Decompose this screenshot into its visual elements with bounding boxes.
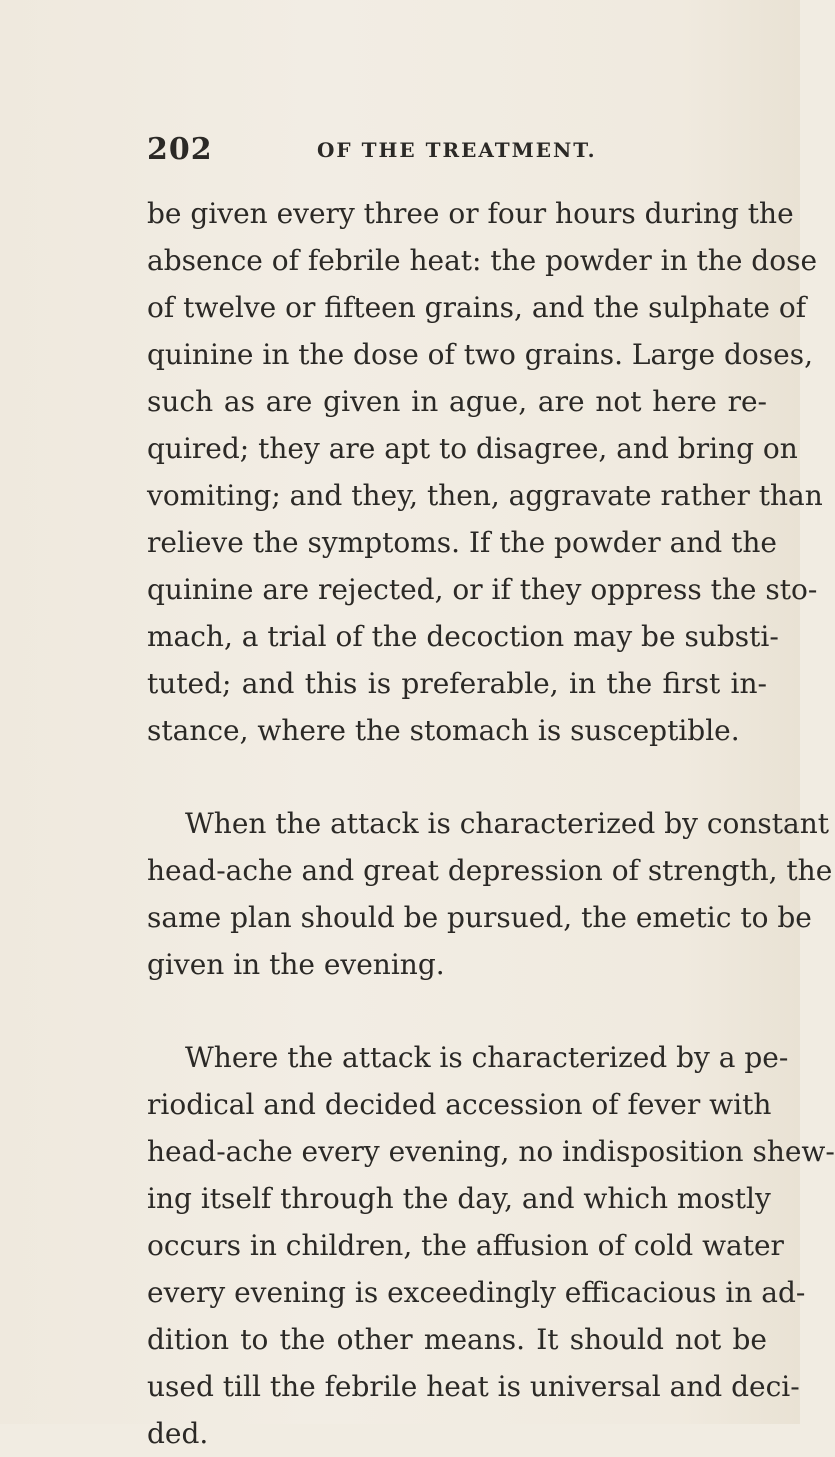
text-line: riodical and decided accession of fever with: [147, 1088, 772, 1121]
body-text: [147, 190, 835, 1457]
text-line: ing itself through the day, and which mostly: [147, 1182, 771, 1215]
text-line: head-ache every evening, no indisposition shew-: [147, 1135, 835, 1168]
text-line: same plan should be pursued, the emetic to be: [147, 901, 812, 934]
text-line: When the attack is characterized by constant: [185, 807, 830, 840]
text-line: absence of febrile heat: the powder in the dose: [147, 244, 818, 277]
text-line: vomiting; and they, then, aggravate rather than: [147, 479, 823, 512]
text-line: quinine are rejected, or if they oppress the sto-: [147, 573, 818, 606]
text-line: quired; they are apt to disagree, and bring on: [147, 432, 798, 465]
paragraph: [147, 800, 833, 988]
text-line: be given every three or four hours during the: [147, 197, 794, 230]
text-line: ded.: [147, 1417, 209, 1450]
text-line: given in the evening.: [147, 948, 445, 981]
page-header: [147, 132, 747, 172]
text-line: stance, where the stomach is susceptible.: [147, 714, 740, 747]
text-line: tuted; and this is preferable, in the first in-: [147, 667, 767, 700]
paragraph: [147, 1034, 835, 1457]
text-line: mach, a trial of the decoction may be substi-: [147, 620, 779, 653]
page-number: 202: [147, 132, 213, 167]
text-line: used till the febrile heat is universal and deci-: [147, 1370, 800, 1403]
paragraph: [147, 190, 823, 754]
text-line: quinine in the dose of two grains. Large doses,: [147, 338, 813, 371]
running-head: OF THE TREATMENT.: [317, 138, 597, 162]
text-line: head-ache and great depression of strength, the: [147, 854, 833, 887]
text-line: such as are given in ague, are not here re-: [147, 385, 767, 418]
text-line: every evening is exceedingly efficacious in ad-: [147, 1276, 806, 1309]
text-line: relieve the symptoms. If the powder and the: [147, 526, 777, 559]
text-line: dition to the other means. It should not be: [147, 1323, 767, 1356]
text-line: occurs in children, the affusion of cold water: [147, 1229, 784, 1262]
text-line: of twelve or fifteen grains, and the sulphate of: [147, 291, 807, 324]
text-line: Where the attack is characterized by a pe-: [185, 1041, 789, 1074]
